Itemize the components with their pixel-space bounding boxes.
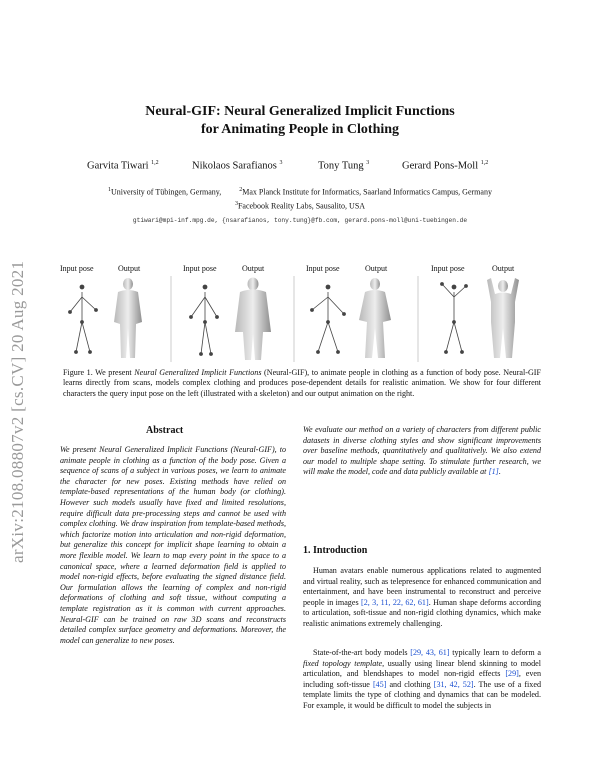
teaser-figure: [60, 272, 540, 364]
fig-label-input-2: Input pose: [183, 264, 217, 273]
cite-link[interactable]: [31, 42, 52]: [433, 679, 474, 689]
abstract-continuation: We evaluate our method on a variety of characters from different public datasets in diverse clothing styles and show significant improvements over baseline methods, quantitatively and qualitatively. We also extend our model to multiple shape setting. To stimulate further research, we will make the model, code and data publicly available at [1].: [303, 425, 541, 477]
cite-link[interactable]: [45]: [372, 679, 387, 689]
skeleton-3: [311, 285, 346, 354]
fig-label-input-3: Input pose: [306, 264, 340, 273]
affiliations-line-1: $^1$University of Tübingen, Germany, $^2$Max Planck Institute for Informatics, Saarland Informatics Campus, Germany: [108, 187, 492, 197]
paper-title: [0, 103, 600, 139]
skeleton-1: [69, 285, 98, 354]
author-1: Garvita Tiwari $^{1,2}$: [87, 160, 159, 172]
figure-caption: Figure 1. We present Neural Generalized Implicit Functions (Neural-GIF), to animate people in clothing as a function of body pose. Neural-GIF learns directly from scans, models complex clothing and produces pose-dependent details for realistic animation. We show for four different characters the query input pose on the left (illustrated with a skeleton) and our output animation on the right.: [63, 368, 541, 398]
output-person-4: [487, 278, 519, 358]
arxiv-stamp: arXiv:2108.08807v2 [cs.CV] 20 Aug 2021: [8, 260, 27, 563]
fig-label-input-1: Input pose: [60, 264, 94, 273]
intro-paragraph-1: Human avatars enable numerous applications related to augmented and virtual reality, such as telepresence for enhanced communication and entertainment, and have been instrumental to reconstruct and perceive people in images [2, 3, 11, 22, 62, 61]. Human shape deforms according to articulation, soft-tissue and non-rigid clothing dynamics, which make realistic animations extremely challenging.: [303, 566, 541, 628]
fig-label-input-4: Input pose: [431, 264, 465, 273]
fig-label-output-2: Output: [242, 264, 265, 273]
title-line-2: for Animating People in Clothing: [200, 122, 400, 137]
abstract-heading: Abstract: [146, 425, 184, 436]
intro-paragraph-2: State-of-the-art body models [29, 43, 61] typically learn to deform a fixed topology template, usually using linear blend skinning to model articulation, and blendshapes to model non-rigid effects [29], even including soft-tissue [45] and clothing [31, 42, 52]. The use of a fixed template limits the type of clothing and dynamics that can be modeled. For example, it would be difficult to model the subjects in: [303, 648, 542, 710]
output-person-1: [114, 278, 142, 358]
author-2: Nikolaos Sarafianos $^3$: [192, 160, 283, 172]
cite-link[interactable]: [1]: [488, 467, 499, 477]
cite-link[interactable]: [2, 3, 11, 22, 62, 61]: [361, 597, 429, 607]
title-line-1: Neural-GIF: Neural Generalized Implicit Functions: [145, 104, 455, 119]
output-person-3: [359, 278, 391, 358]
affiliations-line-2: $^3$Facebook Reality Labs, Sausalito, USA: [234, 201, 366, 211]
section-heading-introduction: 1. Introduction: [303, 545, 368, 556]
author-4: Gerard Pons-Moll $^{1,2}$: [402, 160, 489, 172]
skeleton-2: [190, 285, 219, 356]
author-emails: gtiwari@mpi-inf.mpg.de, {nsarafianos, tony.tung}@fb.com, gerard.pons-moll@uni-tuebingen.de: [132, 217, 468, 224]
skeleton-4: [441, 283, 468, 354]
output-person-2: [235, 278, 271, 361]
fig-label-output-3: Output: [365, 264, 388, 273]
fig-label-output-4: Output: [492, 264, 515, 273]
abstract-text: We present Neural Generalized Implicit Functions (Neural-GIF), to animate people in clothing as a function of the body pose. Given a sequence of scans of a subject in various poses, we learn to animate the character for new poses. Existing methods have relied on template-based representations of the human body (or clothing). However such models usually have fixed and limited resolutions, require difficult data pre-processing steps and cannot be used with complex clothing. We draw inspiration from template-based methods, which factorize motion into articulation and non-rigid deformation, but generalize this concept for implicit shape learning to obtain a more flexible model. We learn to map every point in the space to a canonical space, where a learned deformation field is applied to model non-rigid effects, before evaluating the signed distance field. Our formulation allows the learning of complex and non-rigid deformations of clothing and soft tissue, without computing a template registration as it is common with current approaches. Neural-GIF can be trained on raw 3D scans and reconstructs detailed complex surface geometry and deformations. Moreover, the model can generalize to new poses.: [60, 445, 286, 645]
cite-link[interactable]: [29]: [505, 669, 519, 679]
cite-link[interactable]: [29, 43, 61]: [410, 648, 450, 657]
author-3: Tony Tung $^3$: [318, 160, 370, 172]
fig-label-output-1: Output: [118, 264, 141, 273]
